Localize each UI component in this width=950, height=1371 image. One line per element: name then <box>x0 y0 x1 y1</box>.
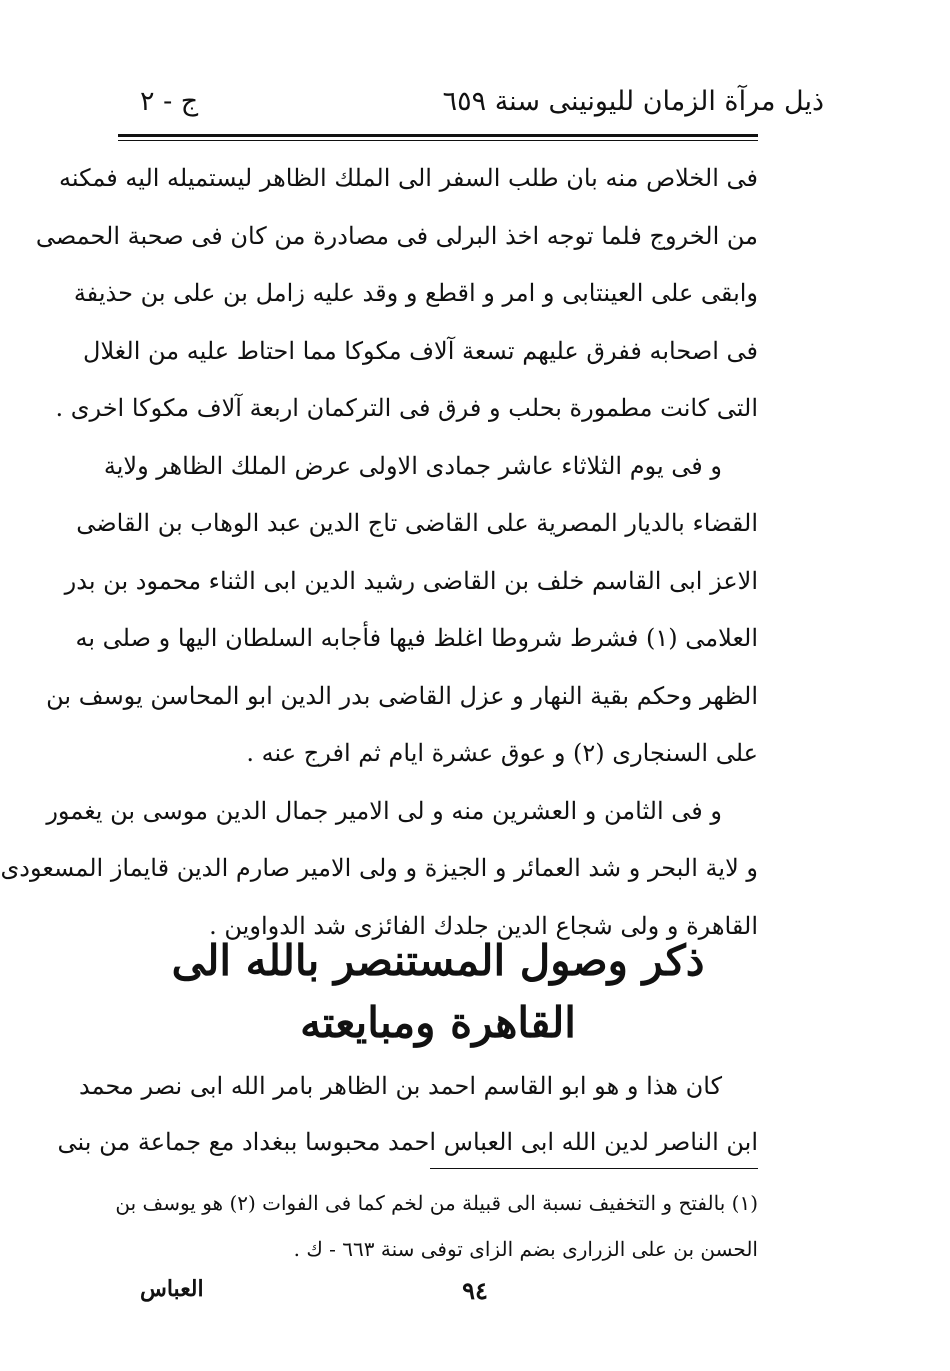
section-heading-line: القاهرة ومبايعته <box>300 998 576 1047</box>
text-line: على السنجارى (٢) و عوق عشرة ايام ثم افرج عنه . <box>246 739 758 767</box>
text-line: و فى الثامن و العشرين منه و لى الامير جمال الدين موسى بن يغمور <box>46 796 722 825</box>
text-line: فى الخلاص منه بان طلب السفر الى الملك الظاهر ليستميله اليه فمكنه <box>59 164 758 192</box>
text-line: فى اصحابه ففرق عليهم تسعة آلاف مكوكا مما احتاط عليه من الغلال <box>83 336 758 365</box>
header-rule-thick <box>118 134 758 137</box>
header-volume: ج - ٢ <box>140 86 199 117</box>
footnote-line: (١) بالفتح و التخفيف نسبة الى قبيلة من لخم كما فى الفوات (٢) هو يوسف بن <box>115 1191 758 1215</box>
header-rule-thin <box>118 140 758 141</box>
text-line: كان هذا و هو ابو القاسم احمد بن الظاهر بامر الله ابى نصر محمد <box>79 1072 722 1100</box>
main-text-continued <box>57 1058 758 1170</box>
catchword: العباس <box>140 1276 204 1302</box>
running-header <box>118 80 832 128</box>
text-line: التى كانت مطمورة بحلب و فرق فى التركمان اربعة آلاف مكوكا اخرى . <box>55 394 758 422</box>
footnotes <box>115 1180 758 1272</box>
main-text <box>0 150 758 955</box>
text-line: القاهرة و ولى شجاع الدين جلدك الفائزى شد الدواوين . <box>209 911 758 940</box>
text-line: العلامى (١) فشرط شروطا اغلظ فيها فأجابه السلطان اليها و صلى به <box>75 624 758 652</box>
text-line: الاعز ابى القاسم خلف بن القاضى رشيد الدين ابى الثناء محمود بن بدر <box>64 566 758 595</box>
text-line: الظهر وحكم بقية النهار و عزل القاضى بدر الدين ابو المحاسن يوسف بن <box>46 681 758 710</box>
footnote-line: الحسن بن على الزرارى بضم الزاى توفى سنة ٦٦٣ - ك . <box>293 1237 758 1261</box>
text-line: القضاء بالديار المصرية على القاضى تاج الدين عبد الوهاب بن القاضى <box>76 509 758 537</box>
text-line: وابقى على العينتابى و امر و اقطع و وقد عليه زامل بن على بن حذيفة <box>73 279 758 307</box>
text-line: من الخروج فلما توجه اخذ البرلى فى مصادرة من كان فى صحبة الحمصى <box>35 221 758 250</box>
footnote-rule <box>430 1168 758 1169</box>
text-line: و فى يوم الثلاثاء عاشر جمادى الاولى عرض الملك الظاهر ولاية <box>103 451 722 480</box>
text-line: ابن الناصر لدين الله ابى العباس احمد محبوسا ببغداد مع جماعة من بنى <box>57 1128 758 1156</box>
section-heading <box>118 930 758 1054</box>
page-number: ٩٤ <box>462 1276 488 1305</box>
header-title: ذيل مرآة الزمان لليونينى سنة ٦٥٩ <box>442 86 824 117</box>
text-line: و لاية البحر و شد العمائر و الجيزة و ولى الامير صارم الدين قايماز المسعودى <box>0 854 758 882</box>
section-heading-line: ذكر وصول المستنصر بالله الى <box>171 936 705 985</box>
